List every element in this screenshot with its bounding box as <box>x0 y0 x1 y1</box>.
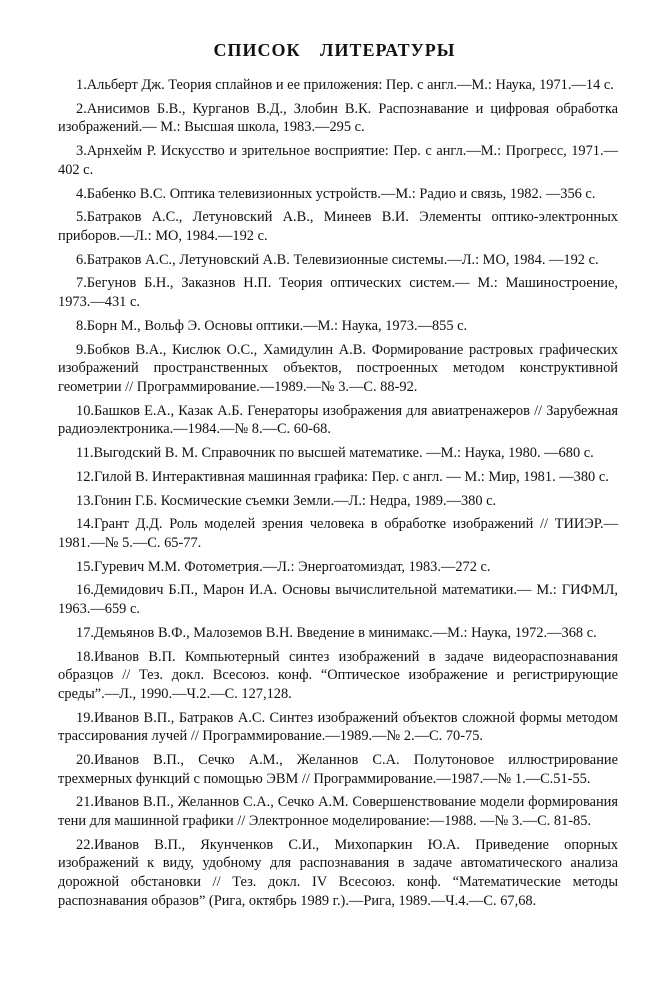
reference-item: 10.Башков Е.А., Казак А.Б. Генераторы изображения для авиатренажеров // Зарубежная радиоэлектроника.—1984.—№ 8.—С. 60-68. <box>58 402 618 438</box>
reference-item: 12.Гилой В. Интерактивная машинная графика: Пер. с англ. — М.: Мир, 1981. —380 с. <box>76 468 609 485</box>
reference-item: 2.Анисимов Б.В., Курганов В.Д., Злобин В.К. Распознавание и цифровая обработка изображений.— М.: Высшая школа, 1983.—295 с. <box>58 100 618 136</box>
reference-item: 13.Гонин Г.Б. Космические съемки Земли.—Л.: Недра, 1989.—380 с. <box>76 492 497 509</box>
reference-item: 8.Борн М., Вольф Э. Основы оптики.—М.: Наука, 1973.—855 с. <box>76 317 468 334</box>
reference-item: 21.Иванов В.П., Желаннов С.А., Сечко А.М. Совершенствование модели формирования тени для машинной графики // Электронное моделирование:—1988. —№ 3.—С. 81-85. <box>58 794 618 829</box>
reference-item: 3.Арнхейм Р. Искусство и зрительное восприятие: Пер. с англ.—М.: Прогресс, 1971.—402 с. <box>58 143 618 178</box>
reference-item: 7.Бегунов Б.Н., Заказнов Н.П. Теория оптических систем.— М.: Машиностроение, 1973.—431 с. <box>58 275 618 311</box>
reference-item: 22.Иванов В.П., Якунченков С.И., Михопаркин Ю.А. Приведение опорных изображений к виду, удобному для распознавания в задаче автоматического анализа дорожной обстановки // Тез. докл. IV Всесоюз. конф. “Математические методы распознавания образов” (Рига, октябрь 1989 г.).—Рига, 1989.—Ч.4.—С. 67,68. <box>58 836 618 909</box>
reference-item: 20.Иванов В.П., Сечко А.М., Желаннов С.А. Полутоновое иллюстрирование трехмерных функций с помощью ЭВМ // Программирование.—1987.—№ 1.—С.51-55. <box>58 751 618 787</box>
page-title: СПИСОК ЛИТЕРАТУРЫ <box>213 40 456 60</box>
reference-item: 18.Иванов В.П. Компьютерный синтез изображений в задаче видеораспознавания образцов // Тез. докл. Всесоюз. конф. “Оптическое изображение и регистрирующие среды”.—Л., 1990.—Ч.2.—С. 127,128. <box>58 648 618 702</box>
reference-item: 19.Иванов В.П., Батраков А.С. Синтез изображений объектов сложной формы методом трассирования лучей // Программирование.—1989.—№ 2.—С. 70-75. <box>58 709 618 745</box>
reference-item: 9.Бобков В.А., Кислюк О.С., Хамидулин А.В. Формирование растровых графических изображений пространственных объектов, построенных методом конструктивной геометрии // Программирование.—1989.—№ 3.—С. 88-92. <box>58 341 618 395</box>
reference-item: 6.Батраков А.С., Летуновский А.В. Телевизионные системы.—Л.: МО, 1984. —192 с. <box>76 251 599 268</box>
reference-item: 11.Выгодский В. М. Справочник по высшей математике. —М.: Наука, 1980. —680 с. <box>76 444 594 461</box>
reference-item: 1.Альберт Дж. Теория сплайнов и ее приложения: Пер. с англ.—М.: Наука, 1971.—14 с. <box>76 77 614 93</box>
reference-item: 17.Демьянов В.Ф., Малоземов В.Н. Введение в минимакс.—М.: Наука, 1972.—368 с. <box>76 624 597 641</box>
reference-item: 4.Бабенко В.С. Оптика телевизионных устройств.—М.: Радио и связь, 1982. —356 с. <box>76 185 596 202</box>
reference-item: 14.Грант Д.Д. Роль моделей зрения человека в обработке изображений // ТИИЭР.—1981.—№ 5.—С. 65-77. <box>58 516 618 551</box>
reference-list <box>58 76 618 915</box>
reference-item: 16.Демидович Б.П., Марон И.А. Основы вычислительной математики.— М.: ГИФМЛ, 1963.—659 с. <box>58 582 618 618</box>
reference-item: 5.Батраков А.С., Летуновский А.В., Минеев В.И. Элементы оптико-электронных приборов.—Л.: МО, 1984.—192 с. <box>58 209 618 244</box>
reference-item: 15.Гуревич М.М. Фотометрия.—Л.: Энергоатомиздат, 1983.—272 с. <box>76 558 491 575</box>
